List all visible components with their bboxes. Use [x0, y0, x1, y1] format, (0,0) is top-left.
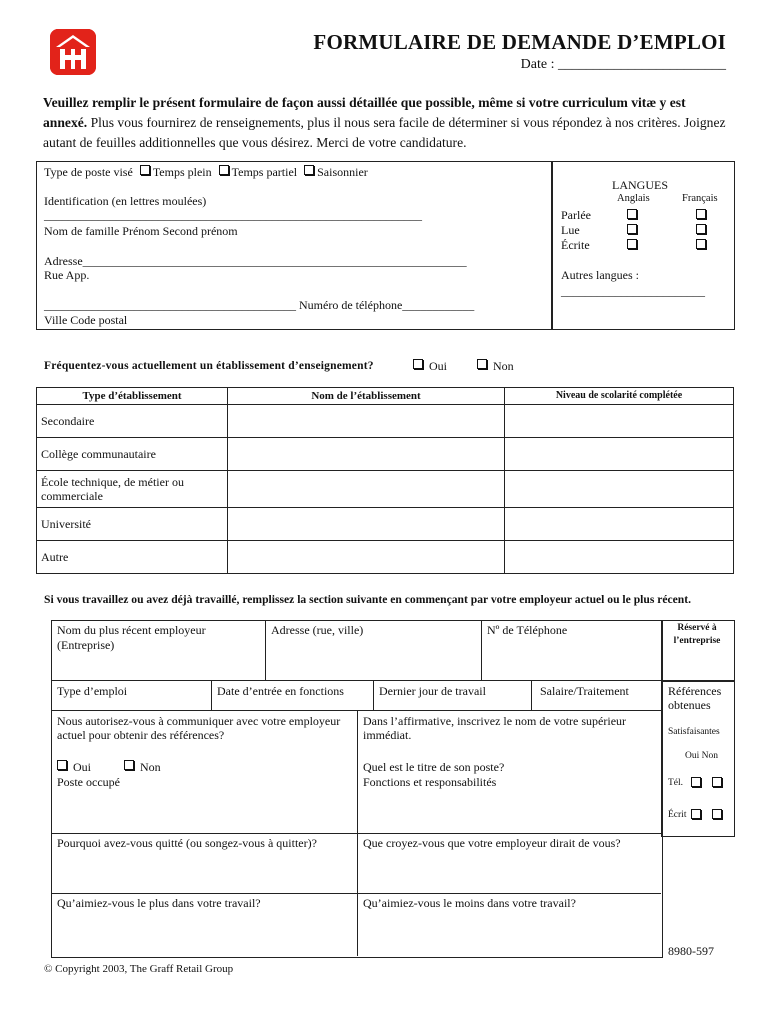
- employer-phone-label: Nº de Téléphone: [487, 623, 568, 637]
- authorize-non-label: Non: [140, 760, 161, 774]
- edu-technique-nom[interactable]: [228, 471, 505, 508]
- education-question: Fréquentez-vous actuellement un établissement d’enseignement?: [44, 360, 374, 372]
- col-francais: Français: [682, 193, 718, 204]
- reserved-title: Réservé à l’entreprise: [673, 623, 721, 646]
- edu-autre-niveau[interactable]: [505, 541, 734, 574]
- checkbox-tel-non[interactable]: [712, 777, 722, 787]
- salary-label: Salaire/Traitement: [540, 684, 629, 698]
- form-title: FORMULAIRE DE DEMANDE D’EMPLOI: [313, 30, 726, 54]
- logo-icon: [50, 29, 96, 75]
- checkbox-temps-partiel[interactable]: [219, 165, 229, 175]
- checkbox-ecrit-oui[interactable]: [691, 809, 701, 819]
- start-date-label: Date d’entrée en fonctions: [217, 684, 344, 698]
- employer-opinion-label: Que croyez-vous que votre employeur dirait de vous?: [363, 836, 621, 850]
- authorize-question: Nous autorisez-vous à communiquer avec votre employeur actuel pour obtenir des références?: [57, 714, 341, 742]
- checkbox-saisonnier[interactable]: [304, 165, 314, 175]
- checkbox-authorize-oui[interactable]: [57, 760, 67, 770]
- duties-label: Fonctions et responsabilités: [363, 775, 497, 789]
- date-field[interactable]: Date : ________________________: [520, 57, 726, 72]
- edu-secondaire-niveau[interactable]: [505, 405, 734, 438]
- option-saisonnier: Saisonnier: [317, 165, 368, 179]
- liked-most-label: Qu’aimiez-vous le plus dans votre travail?: [57, 896, 261, 910]
- checkbox-tel-oui[interactable]: [691, 777, 701, 787]
- other-languages-label: Autres langues :: [561, 268, 639, 282]
- edu-universite: Université: [37, 508, 228, 541]
- lang-row-parlee: Parlée: [561, 208, 591, 222]
- employer-address-label: Adresse (rue, ville): [271, 623, 364, 637]
- lang-row-lue: Lue: [561, 223, 580, 237]
- reason-leaving-label: Pourquoi avez-vous quitté (ou songez-vous à quitter)?: [57, 836, 317, 850]
- edu-oui-label: Oui: [429, 359, 447, 373]
- position-type-row: [44, 165, 368, 180]
- lang-row-ecrite: Écrite: [561, 238, 590, 252]
- employment-intro: Si vous travaillez ou avez déjà travaillé, remplissez la section suivante en commençant par votre employeur actuel ou le plus récent.: [44, 593, 692, 606]
- col-nom-etablissement: Nom de l’établissement: [228, 388, 505, 405]
- edu-secondaire: Secondaire: [37, 405, 228, 438]
- checkbox-anglais-lue[interactable]: [627, 224, 637, 234]
- edu-autre-nom[interactable]: [228, 541, 505, 574]
- checkbox-edu-oui[interactable]: [413, 359, 423, 369]
- tel-label: Tél.: [668, 778, 684, 788]
- intro-bold: Veuillez remplir le présent formulaire de façon aussi détaillée que possible, même si votre curriculum vitæ y est annexé.: [43, 95, 686, 130]
- checkbox-ecrit-non[interactable]: [712, 809, 722, 819]
- checkbox-edu-non[interactable]: [477, 359, 487, 369]
- education-non: [477, 359, 514, 374]
- edu-college-niveau[interactable]: [505, 438, 734, 471]
- supervisor-question: Dans l’affirmative, inscrivez le nom de votre supérieur immédiat.: [363, 714, 627, 742]
- job-type-label: Type d’emploi: [57, 684, 128, 698]
- option-temps-plein: Temps plein: [152, 165, 212, 179]
- address-input-line[interactable]: Adresse________________________________________________________________: [44, 254, 467, 268]
- checkbox-francais-parlee[interactable]: [696, 209, 706, 219]
- city-phone-line[interactable]: __________________________________________ Numéro de téléphone____________: [44, 298, 475, 312]
- identification-label: Identification (en lettres moulées): [44, 194, 207, 208]
- table-row: [37, 541, 734, 574]
- checkbox-authorize-non[interactable]: [124, 760, 134, 770]
- col-niveau-scolarite: Niveau de scolarité complétée: [505, 388, 734, 405]
- table-row: [37, 508, 734, 541]
- liked-least-label: Qu’aimiez-vous le moins dans votre travail?: [363, 896, 576, 910]
- checkbox-francais-ecrite[interactable]: [696, 239, 706, 249]
- name-caption: Nom de famille Prénom Second prénom: [44, 224, 238, 238]
- table-row: [37, 471, 734, 508]
- checkbox-anglais-parlee[interactable]: [627, 209, 637, 219]
- table-row: [37, 438, 734, 471]
- supervisor-title-label: Quel est le titre de son poste?: [363, 760, 505, 774]
- ecrit-label: Écrit: [668, 810, 687, 820]
- form-code: 8980-597: [668, 944, 714, 958]
- city-caption: Ville Code postal: [44, 313, 128, 327]
- checkbox-temps-plein[interactable]: [140, 165, 150, 175]
- intro-text: [43, 93, 733, 153]
- edu-technique: École technique, de métier ou commerciale: [37, 471, 228, 508]
- checkbox-anglais-ecrite[interactable]: [627, 239, 637, 249]
- education-table: [36, 387, 734, 574]
- edu-autre: Autre: [37, 541, 228, 574]
- last-day-label: Dernier jour de travail: [379, 684, 486, 698]
- position-type-label: Type de poste visé: [44, 165, 133, 179]
- authorize-oui-label: Oui: [73, 760, 91, 774]
- col-anglais: Anglais: [617, 193, 650, 204]
- position-held-label: Poste occupé: [57, 775, 120, 789]
- satisfaisantes-label: Satisfaisantes: [668, 727, 720, 737]
- authorize-non: [124, 760, 161, 775]
- edu-non-label: Non: [493, 359, 514, 373]
- edu-college-nom[interactable]: [228, 438, 505, 471]
- street-caption: Rue App.: [44, 268, 90, 282]
- oui-non-label: Oui Non: [685, 751, 718, 761]
- languages-title: LANGUES: [612, 178, 668, 192]
- edu-universite-nom[interactable]: [228, 508, 505, 541]
- edu-technique-niveau[interactable]: [505, 471, 734, 508]
- col-type-etablissement: Type d’établissement: [37, 388, 228, 405]
- references-label: Références obtenues: [668, 684, 722, 712]
- table-row: [37, 405, 734, 438]
- edu-secondaire-nom[interactable]: [228, 405, 505, 438]
- copyright: © Copyright 2003, The Graff Retail Group: [44, 963, 234, 975]
- home-hardware-logo: [50, 29, 96, 75]
- edu-college: Collège communautaire: [37, 438, 228, 471]
- employer-name-label: Nom du plus récent employeur (Entreprise): [57, 623, 206, 652]
- authorize-oui: [57, 760, 91, 775]
- education-oui: [413, 359, 447, 374]
- checkbox-francais-lue[interactable]: [696, 224, 706, 234]
- edu-universite-niveau[interactable]: [505, 508, 734, 541]
- other-languages-line[interactable]: ________________________: [561, 284, 705, 298]
- option-temps-partiel: Temps partiel: [231, 165, 298, 179]
- intro-rest: Plus vous fournirez de renseignements, plus il nous sera facile de déterminer si vous répondez à nos critères. Joignez autant de feuilles additionnelles que vous désirez. Merci de votre candidature.: [43, 115, 726, 150]
- name-input-line[interactable]: _______________________________________________________________: [44, 208, 422, 222]
